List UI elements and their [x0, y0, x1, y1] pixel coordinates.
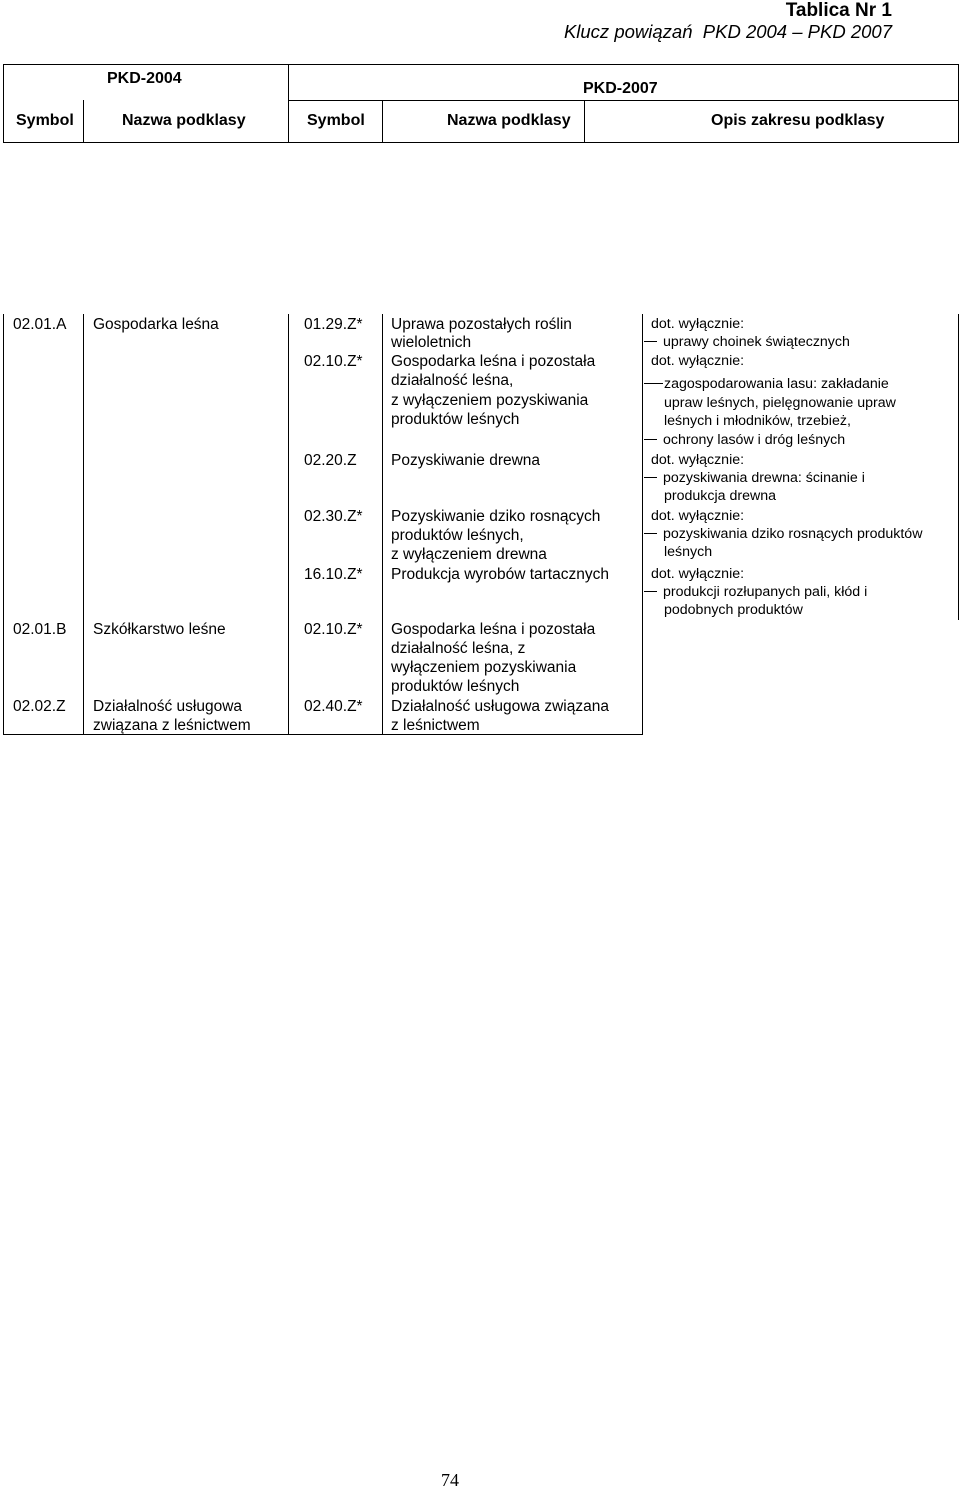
- dash-bullet-icon: [644, 383, 663, 384]
- pkd2007-name-line: produktów leśnych: [391, 678, 520, 695]
- pkd2007-name-line: z wyłączeniem pozyskiwania: [391, 392, 589, 409]
- pkd2004-symbol: 02.01.A: [13, 316, 67, 333]
- description-item-continued: podobnych produktów: [664, 602, 803, 618]
- pkd2007-symbol: 16.10.Z*: [304, 566, 363, 583]
- description-dot-label: dot. wyłącznie:: [651, 508, 745, 524]
- description-item: produkcji rozłupanych pali, kłód i: [644, 583, 867, 602]
- pkd2007-name-line: Produkcja wyrobów tartacznych: [391, 566, 609, 583]
- description-item: pozyskiwania dziko rosnących produktów: [644, 525, 922, 544]
- pkd2007-symbol: 01.29.Z*: [304, 316, 363, 333]
- dash-bullet-icon: [644, 341, 657, 342]
- description-dot-label: dot. wyłącznie:: [651, 316, 745, 332]
- pkd2007-name-line: działalność leśna, z: [391, 640, 526, 657]
- pkd2007-name-line: Gospodarka leśna i pozostała: [391, 353, 596, 370]
- header-col-symbol-2007: Symbol: [307, 112, 365, 129]
- header-group-pkd2007: PKD-2007: [583, 80, 658, 97]
- page-subtitle: Klucz powiązań PKD 2004 – PKD 2007: [563, 21, 892, 42]
- pkd2004-name-line: Działalność usługowa: [93, 698, 243, 715]
- header-col-description: Opis zakresu podklasy: [711, 112, 885, 129]
- description-item-continued: upraw leśnych, pielęgnowanie upraw: [664, 395, 896, 411]
- header-group-pkd2004: PKD-2004: [107, 70, 182, 87]
- description-item-continued: produkcja drewna: [664, 488, 776, 504]
- pkd2007-name-line: Pozyskiwanie drewna: [391, 452, 541, 469]
- pkd2007-name-line: wieloletnich: [391, 334, 472, 351]
- pkd2007-name-line: Działalność usługowa związana: [391, 698, 609, 715]
- pkd2007-symbol: 02.10.Z*: [304, 353, 363, 370]
- description-dot-label: dot. wyłącznie:: [651, 452, 745, 468]
- pkd2007-name-line: z leśnictwem: [391, 717, 480, 734]
- page-title: Tablica Nr 1: [785, 0, 892, 21]
- pkd2007-symbol: 02.40.Z*: [304, 698, 363, 715]
- dash-bullet-icon: [644, 591, 657, 592]
- pkd2007-name-line: Pozyskiwanie dziko rosnących: [391, 508, 601, 525]
- pkd2007-name-line: wyłączeniem pozyskiwania: [391, 659, 577, 676]
- pkd2007-name-line: produktów leśnych: [391, 411, 520, 428]
- header-col-symbol-2004: Symbol: [16, 112, 74, 129]
- pkd2007-symbol: 02.10.Z*: [304, 621, 363, 638]
- pkd2007-name-line: z wyłączeniem drewna: [391, 546, 547, 563]
- dash-bullet-icon: [644, 439, 657, 440]
- pkd2007-name-line: Uprawa pozostałych roślin: [391, 316, 572, 333]
- description-item: pozyskiwania drewna: ścinanie i: [644, 469, 865, 488]
- dash-bullet-icon: [644, 533, 657, 534]
- page-number: 74: [441, 1470, 459, 1490]
- description-item: uprawy choinek świątecznych: [644, 333, 850, 352]
- description-item-continued: leśnych i młodników, trzebież,: [664, 413, 851, 429]
- pkd2007-name-line: działalność leśna,: [391, 372, 514, 389]
- description-item-continued: leśnych: [664, 544, 713, 560]
- description-dot-label: dot. wyłącznie:: [651, 566, 745, 582]
- pkd2007-symbol: 02.30.Z*: [304, 508, 363, 525]
- pkd2004-name-line: związana z leśnictwem: [93, 717, 251, 734]
- pkd2004-symbol: 02.01.B: [13, 621, 67, 638]
- description-item: zagospodarowania lasu: zakładanie: [644, 375, 889, 394]
- header-col-name-2004: Nazwa podklasy: [122, 112, 246, 129]
- description-item: ochrony lasów i dróg leśnych: [644, 431, 845, 450]
- pkd2007-symbol: 02.20.Z: [304, 452, 357, 469]
- pkd2007-name-line: produktów leśnych,: [391, 527, 524, 544]
- header-col-name-2007: Nazwa podklasy: [447, 112, 571, 129]
- dash-bullet-icon: [644, 477, 657, 478]
- pkd2007-name-line: Gospodarka leśna i pozostała: [391, 621, 596, 638]
- pkd2004-symbol: 02.02.Z: [13, 698, 66, 715]
- description-dot-label: dot. wyłącznie:: [651, 353, 745, 369]
- pkd2004-name: Gospodarka leśna: [93, 316, 219, 333]
- pkd2004-name: Szkółkarstwo leśne: [93, 621, 226, 638]
